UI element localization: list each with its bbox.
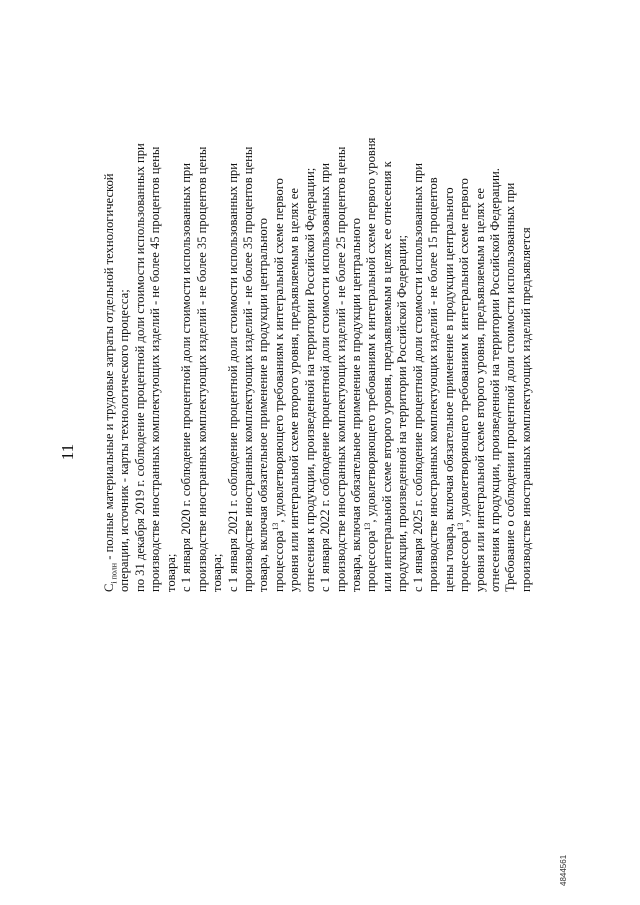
text-run: с 1 января 2022 г. соблюдение процентной доли стоимости использованных при: [318, 163, 333, 592]
text-line: [457, 32, 472, 592]
text-run: процессора: [364, 530, 379, 592]
subscript: i полн: [109, 562, 119, 584]
text-run: с 1 января 2025 г. соблюдение процентной доли стоимости использованных при: [410, 163, 425, 592]
footnote-mark: 13: [455, 522, 465, 531]
text-run: производстве иностранных комплектующих изделий предъявляется: [518, 227, 533, 592]
text-line: [241, 32, 256, 592]
text-run: товара;: [210, 553, 225, 592]
text-line: [303, 32, 318, 592]
text-line: [364, 32, 379, 592]
rotated-page: [50, 12, 590, 892]
text-line: [117, 32, 132, 592]
text-run: , удовлетворяющего требованиям к интегральной схеме первого: [457, 178, 472, 523]
text-line: [133, 32, 148, 592]
text-run: Требование о соблюдении процентной доли стоимости использованных при: [503, 182, 518, 592]
document-body: [102, 32, 534, 592]
text-run: с 1 января 2020 г. соблюдение процентной доли стоимости использованных при: [179, 163, 194, 592]
text-run: цены товара, включая обязательное применение в продукции центрального: [441, 187, 456, 592]
text-run: производстве иностранных комплектующих изделий - не более 25 процентов цены: [333, 146, 348, 592]
text-run: C: [102, 583, 116, 592]
text-run: производстве иностранных комплектующих изделий - не более 35 процентов цены: [194, 146, 209, 592]
text-run: товара, включая обязательное применение в продукции центрального: [349, 218, 363, 592]
text-line: [210, 32, 225, 592]
text-line: [102, 32, 117, 592]
text-run: уровня или интегральной схеме второго уровня, предъявляемым в целях ее: [472, 188, 487, 592]
text-line: [287, 32, 302, 592]
document-code: 4844561: [559, 854, 568, 886]
text-run: или интегральной схеме второго уровня, предъявляемым в целях ее отнесения к: [379, 161, 394, 592]
text-line: [164, 32, 179, 592]
page-number: 11: [58, 443, 77, 461]
text-run: - полные материальные и трудовые затраты отдельной технологической: [102, 173, 116, 563]
text-line: [195, 32, 210, 592]
text-run: , удовлетворяющего требованиям к интегральной схеме первого: [271, 178, 286, 523]
text-run: производстве иностранных комплектующих изделий - не более 45 процентов цены: [148, 146, 163, 592]
footnote-mark: 13: [363, 522, 373, 531]
text-line: [256, 32, 271, 592]
text-line: [473, 32, 488, 592]
text-run: процессора: [271, 530, 286, 592]
text-run: процессора: [457, 530, 472, 592]
text-line: [442, 32, 457, 592]
text-run: отнесения к продукции, произведенной на территории Российской Федерации.: [487, 168, 502, 592]
text-line: [148, 32, 163, 592]
text-run: с 1 января 2021 г. соблюдение процентной доли стоимости использованных при: [225, 163, 240, 592]
text-line: [503, 32, 518, 592]
text-line: [426, 32, 441, 592]
text-line: [272, 32, 287, 592]
text-run: уровня или интегральной схеме второго уровня, предъявляемым в целях ее: [287, 188, 302, 592]
text-run: продукции, произведенной на территории Российской Федерации;: [395, 235, 410, 592]
text-run: товара;: [163, 553, 178, 592]
text-run: отнесения к продукции, произведенной на территории Российской Федерации;: [302, 167, 317, 592]
text-run: , удовлетворяющего требованиям к интегральной схеме первого уровня: [364, 137, 379, 523]
text-run: операции, источник - карты технологического процесса;: [117, 289, 132, 592]
text-run: товара, включая обязательное применение в продукции центрального: [256, 218, 271, 592]
text-run: производстве иностранных комплектующих изделий - не более 15 процентов: [426, 177, 441, 592]
text-line: [349, 32, 364, 592]
text-line: [519, 32, 534, 592]
text-run: по 31 декабря 2019 г. соблюдение процентной доли стоимости использованных при: [132, 143, 147, 592]
text-line: [334, 32, 349, 592]
footnote-mark: 13: [270, 522, 280, 531]
text-line: [226, 32, 241, 592]
text-run: производстве иностранных комплектующих изделий - не более 35 процентов цены: [240, 146, 255, 592]
text-line: [318, 32, 333, 592]
text-line: [488, 32, 503, 592]
text-line: [395, 32, 410, 592]
text-line: [411, 32, 426, 592]
text-line: [380, 32, 395, 592]
text-line: [179, 32, 194, 592]
